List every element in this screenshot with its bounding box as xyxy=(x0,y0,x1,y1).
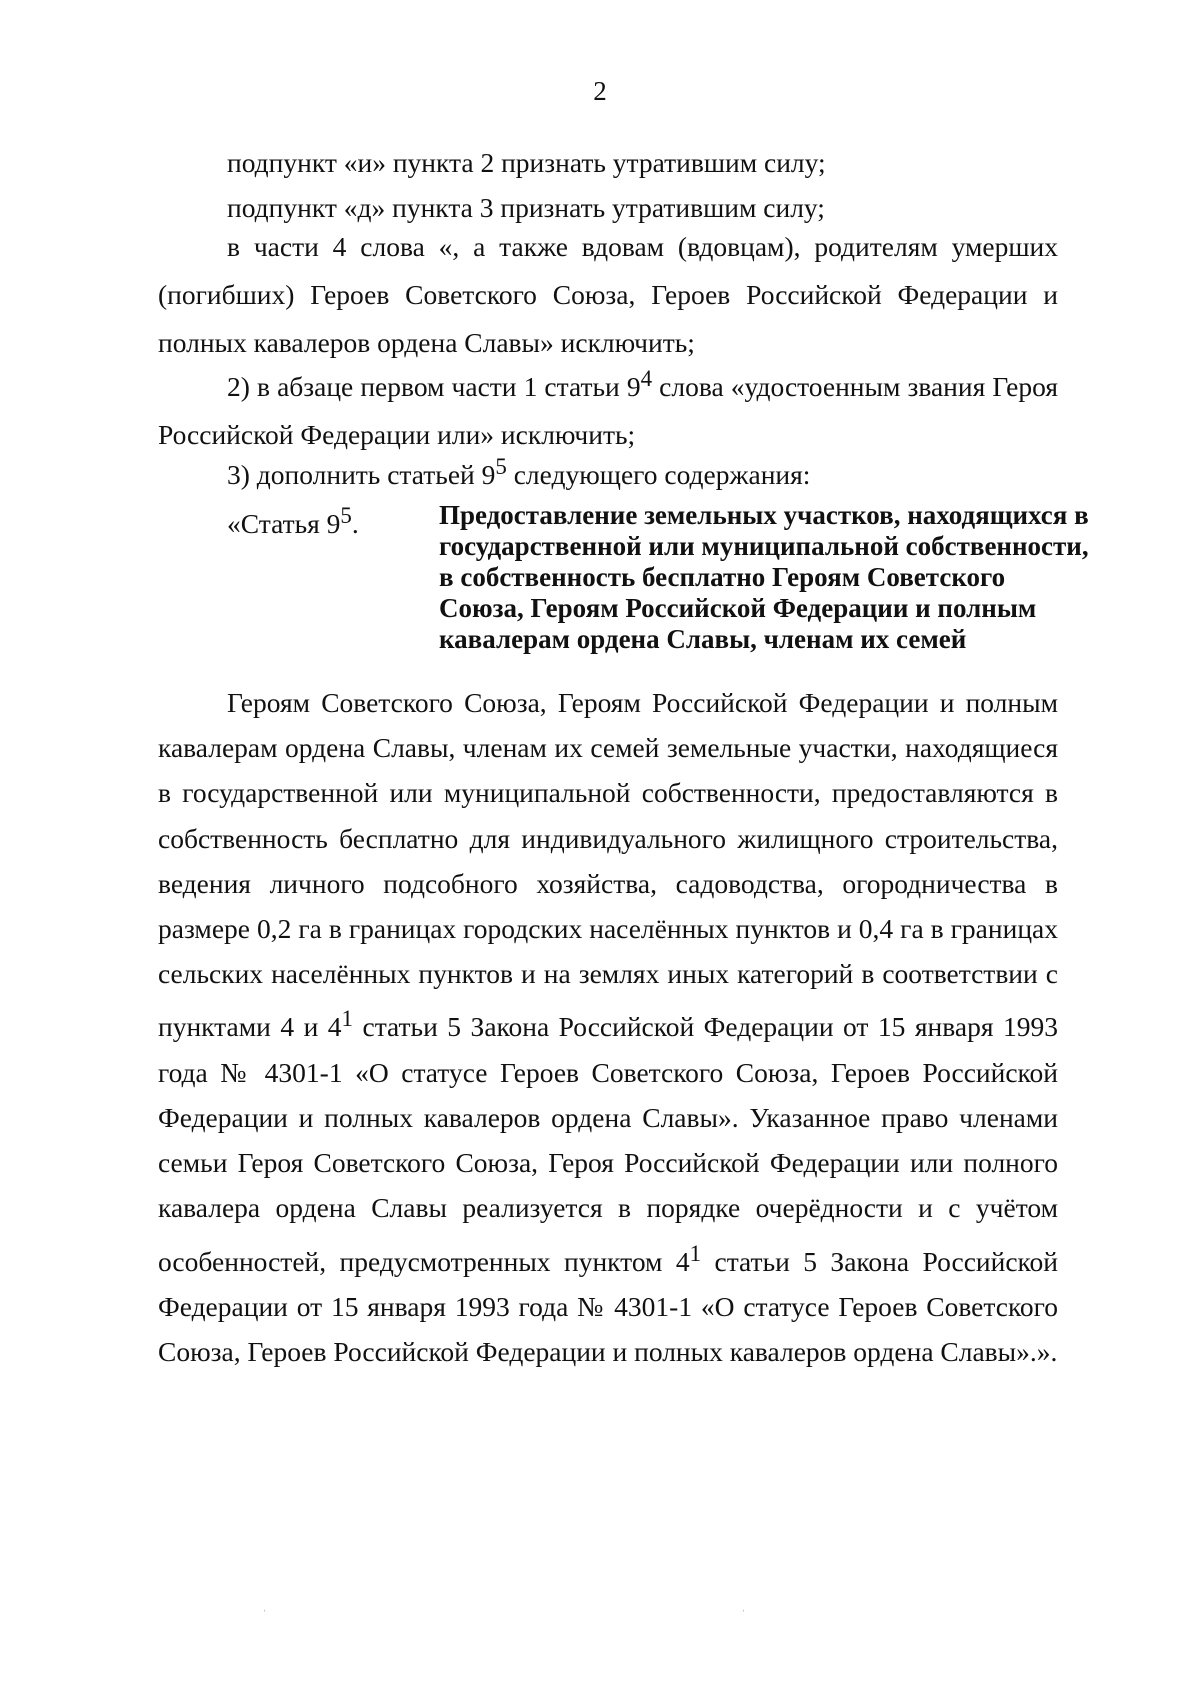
article-body-text-a: Героям Советского Союза, Героям Российской Федерации и полным кавалерам ордена Славы, членам их семей земельные участки, находящиеся в государственной или муниципальной собственности, предоставляются в собственность бесплатно для индивидуального жилищного строительства, ведения личного подсобного хозяйства, садоводства, огородничества в размере 0,2 га в границах городских населённых пунктов и 0,4 га в границах сельских населённых пунктов и на землях иных категорий в соответствии с пунктами 4 и 4 xyxy=(158,687,1058,1043)
paragraph-item-3-text-a: 3) дополнить статьей 9 xyxy=(227,459,496,491)
paragraph-part-4: в части 4 слова «, а также вдовам (вдовцам), родителям умерших (погибших) Героев Советского Союза, Героев Российской Федерации и полных кавалеров ордена Славы» исключить; xyxy=(158,231,1058,358)
article-body-text-c: статьи 5 Закона Российской Федерации от 15 января 1993 года № 4301-1 «О статусе Героев Советского Союза, Героев Российской Федерации и полных кавалеров ордена Славы».». xyxy=(158,1245,1058,1368)
superscript-4: 4 xyxy=(640,366,653,391)
article-label-superscript: 5 xyxy=(340,503,352,528)
scan-speck-right: ˌ xyxy=(742,1601,746,1612)
superscript-1-second: 1 xyxy=(689,1240,702,1266)
paragraph-item-2-text-b: слова «удостоенным звания Героя Российской Федерации или» исключить; xyxy=(158,371,1058,451)
article-label-suffix: . xyxy=(351,508,359,540)
article-body-paragraph xyxy=(158,680,1058,1374)
article-label-prefix: «Статья 9 xyxy=(227,508,341,540)
paragraph-item-3 xyxy=(158,450,1058,492)
paragraph-item-2 xyxy=(158,355,1058,459)
paragraph-subitem-i: подпункт «и» пункта 2 признать утратившим силу; xyxy=(227,147,826,178)
article-label xyxy=(227,500,359,539)
paragraph-item-3-text-b: следующего содержания: xyxy=(506,459,811,491)
superscript-1-first: 1 xyxy=(341,1006,353,1032)
article-title: Предоставление земельных участков, находящихся в государственной или муниципальной собственности, в собственность бесплатно Героям Советского Союза, Героям Российской Федерации и полным кавалерам ордена Славы, членам их семей xyxy=(439,500,1089,654)
paragraph-item-2-text-a: 2) в абзаце первом части 1 статьи 9 xyxy=(227,371,641,403)
page-number: 2 xyxy=(593,76,607,106)
scan-speck-left: ˌ xyxy=(263,1601,267,1612)
paragraph-subitem-d: подпункт «д» пункта 3 признать утратившим силу; xyxy=(227,192,825,223)
article-body-text-b: статьи 5 Закона Российской Федерации от 15 января 1993 года № 4301-1 «О статусе Героев Советского Союза, Героев Российской Федерации и полных кавалеров ордена Славы». Указанное право членами семьи Героя Советского Союза, Героя Российской Федерации или полного кавалера ордена Славы реализуется в порядке очерёдности и с учётом особенностей, предусмотренных пунктом 4 xyxy=(158,1011,1058,1277)
superscript-5: 5 xyxy=(495,454,507,479)
